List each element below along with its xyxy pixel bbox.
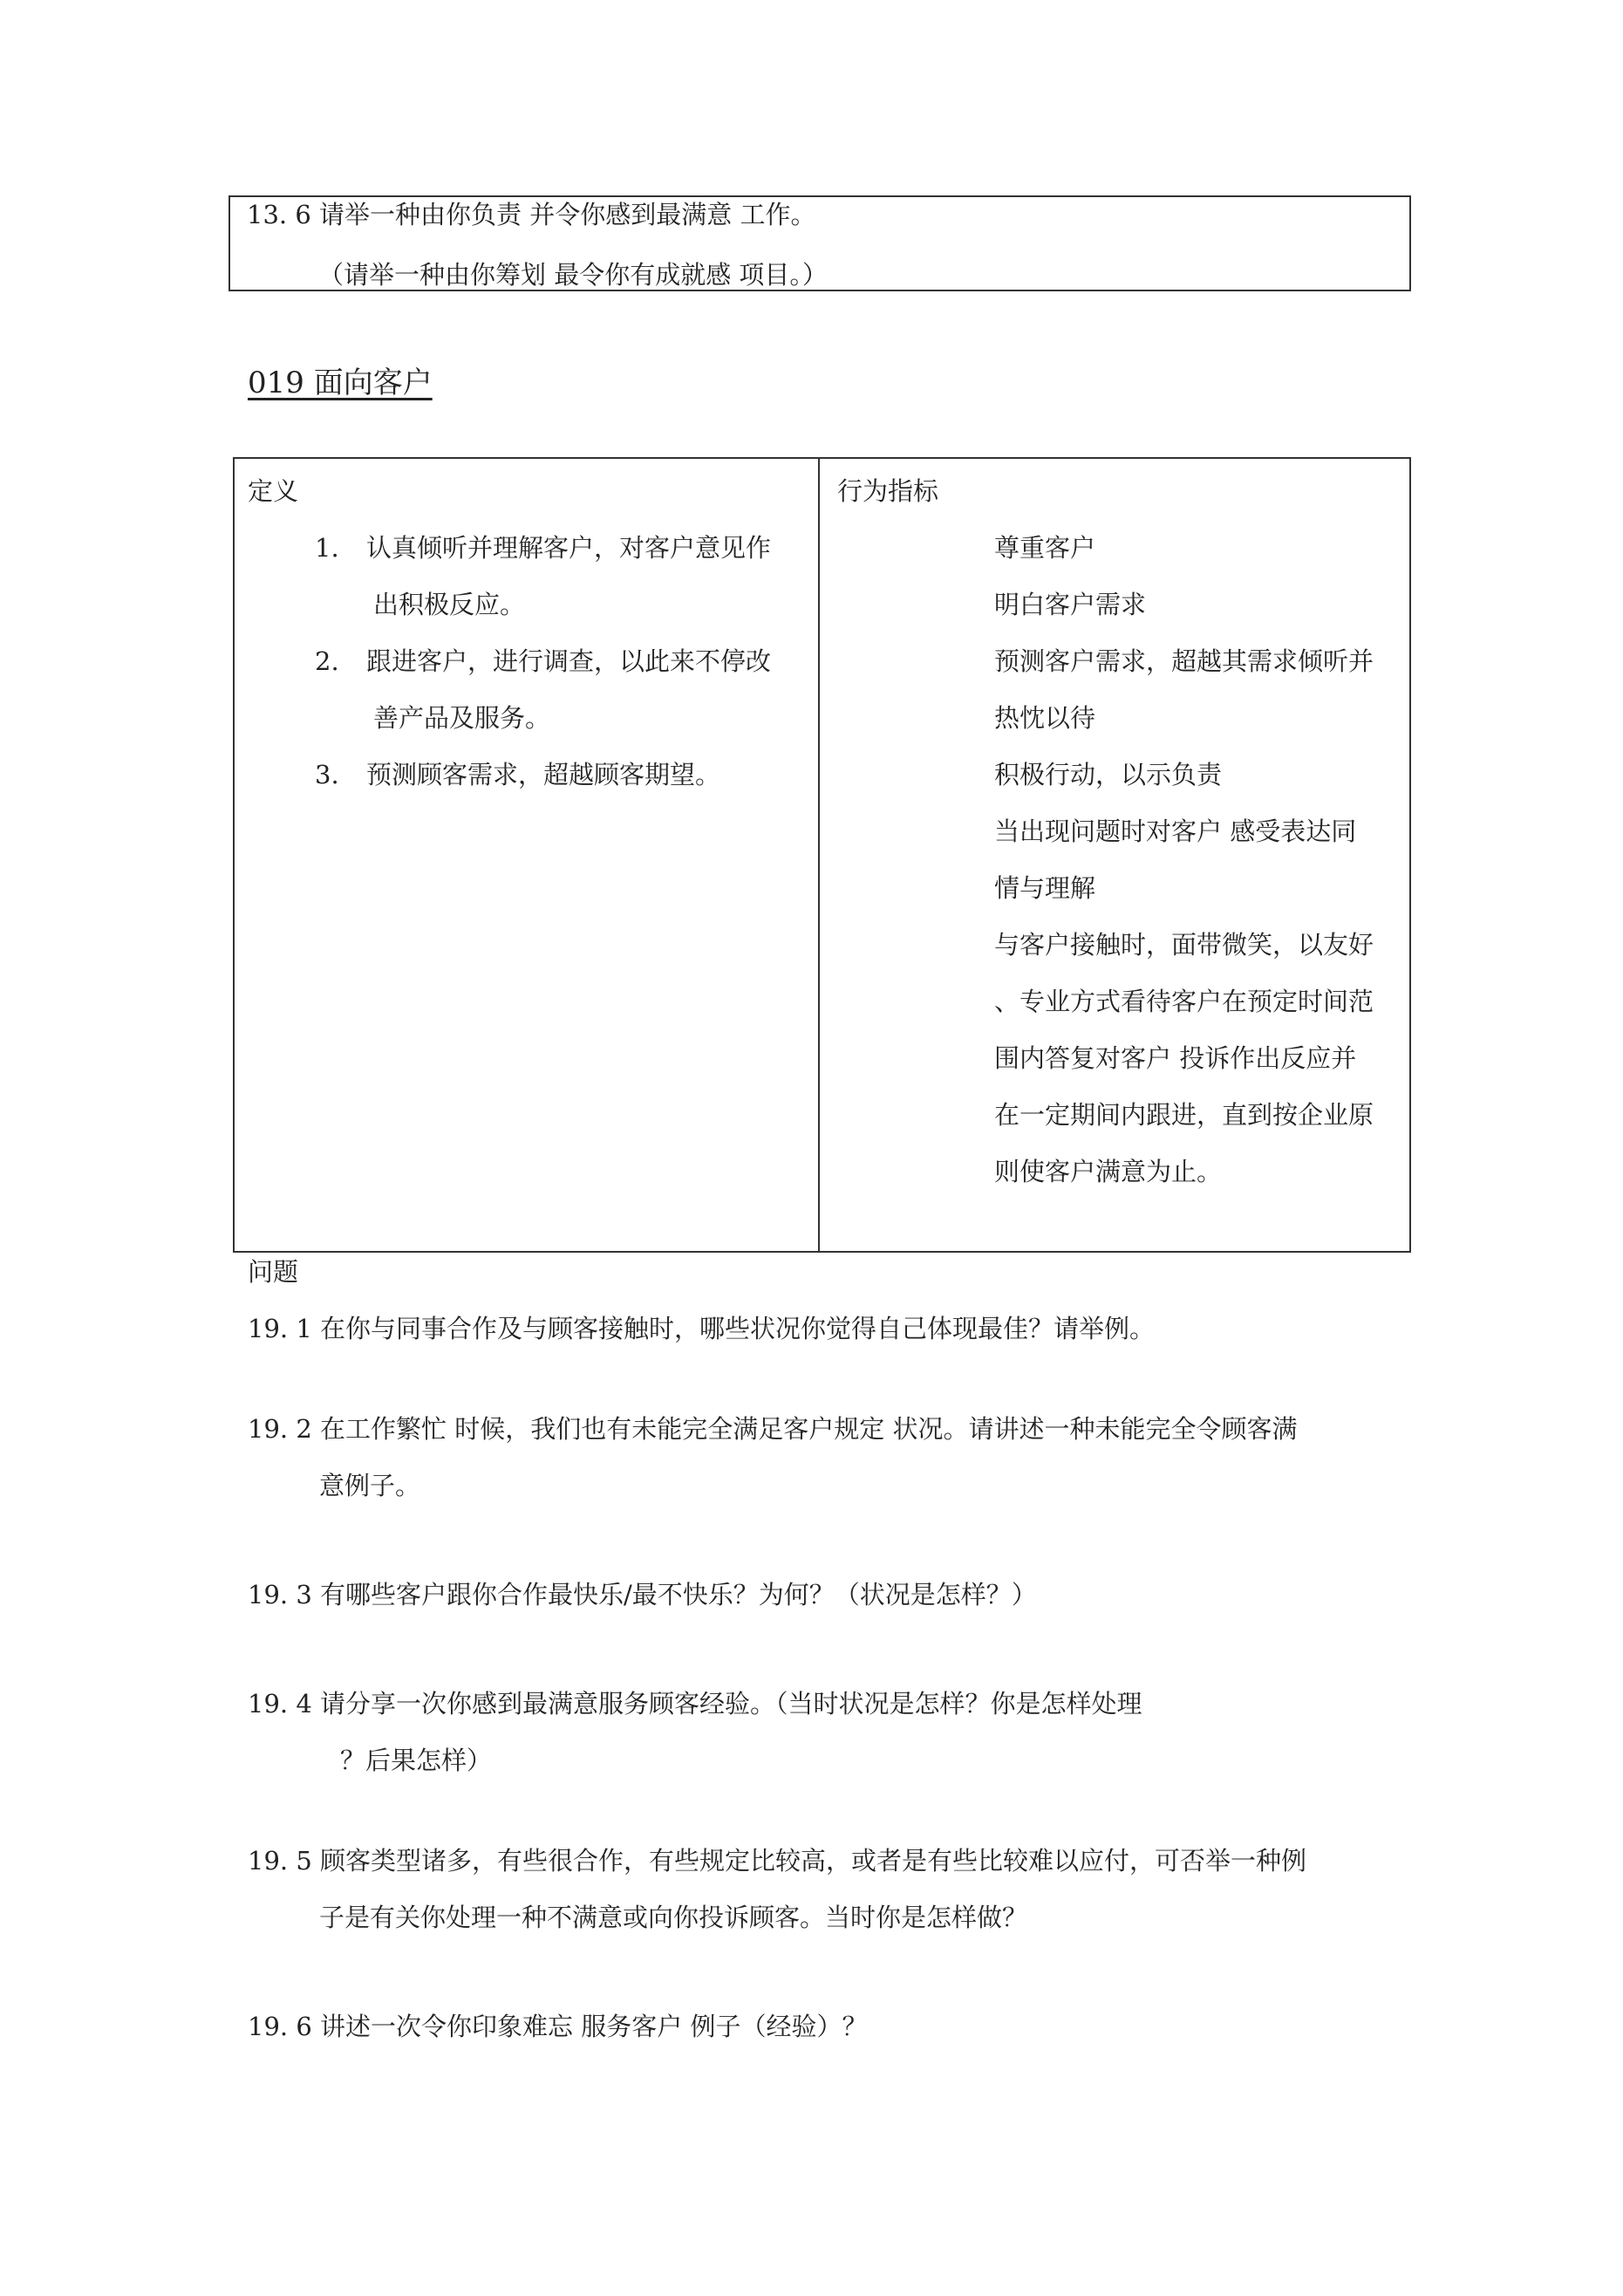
question-13-6-line2: （请举一种由你筹划 最令你有成就感 项目。） <box>318 260 828 290</box>
indicator-line: 预测客户需求，超越其需求倾听并 <box>994 646 1374 676</box>
indicator-header: 行为指标 <box>837 476 939 506</box>
definition-item-2-line2: 善产品及服务。 <box>373 703 551 733</box>
definition-item-2-line1: 跟进客户，进行调查，以此来不停改 <box>366 646 772 676</box>
question-19-5-line1: 19. 5 顾客类型诸多，有些很合作，有些规定比较高，或者是有些比较难以应付，可否举一种例 <box>248 1846 1307 1876</box>
indicator-line: 与客户接触时，面带微笑，以友好 <box>994 930 1374 960</box>
definition-indicator-table <box>233 457 1411 1253</box>
question-19-2-line1: 19. 2 在工作繁忙 时候，我们也有未能完全满足客户规定 状况。请讲述一种未能完全令顾客满 <box>248 1414 1298 1444</box>
definition-item-2-number: 2. <box>315 646 339 676</box>
indicator-line: 、专业方式看待客户在预定时间范 <box>994 987 1374 1016</box>
question-19-5-line2: 子是有关你处理一种不满意或向你投诉顾客。当时你是怎样做？ <box>319 1903 1028 1932</box>
indicator-line: 围内答复对客户 投诉作出反应并 <box>994 1043 1357 1073</box>
indicator-line: 积极行动，以示负责 <box>994 760 1223 789</box>
question-13-6-line1: 13. 6 请举一种由你负责 并令你感到最满意 工作。 <box>247 200 816 229</box>
questions-label: 问题 <box>248 1257 299 1287</box>
section-title: 019 面向客户 <box>248 366 433 400</box>
question-19-4-line2: ？后果怎样） <box>340 1746 493 1775</box>
indicator-line: 尊重客户 <box>994 533 1096 563</box>
definition-item-1-line2: 出积极反应。 <box>373 590 526 619</box>
indicator-line: 则使客户满意为止。 <box>994 1157 1223 1186</box>
definition-item-1-line1: 认真倾听并理解客户，对客户意见作 <box>366 533 772 563</box>
indicator-line: 当出现问题时对客户 感受表达同 <box>994 817 1357 846</box>
table-column-divider <box>818 457 820 1253</box>
definition-item-1-number: 1. <box>315 533 339 563</box>
definition-item-3-line1: 预测顾客需求，超越顾客期望。 <box>366 760 721 789</box>
question-19-3: 19. 3 有哪些客户跟你合作最快乐/最不快乐？为何？（状况是怎样？） <box>248 1580 1037 1609</box>
indicator-line: 在一定期间内跟进，直到按企业原 <box>994 1100 1374 1130</box>
definition-item-3-number: 3. <box>315 760 339 789</box>
question-19-2-line2: 意例子。 <box>319 1471 421 1500</box>
indicator-line: 情与理解 <box>994 873 1096 903</box>
question-19-1: 19. 1 在你与同事合作及与顾客接触时，哪些状况你觉得自己体现最佳？请举例。 <box>248 1314 1156 1343</box>
indicator-line: 热忱以待 <box>994 703 1096 733</box>
question-19-6: 19. 6 讲述一次令你印象难忘 服务客户 例子（经验）？ <box>248 2012 868 2041</box>
question-19-4-line1: 19. 4 请分享一次你感到最满意服务顾客经验。（当时状况是怎样？你是怎样处理 <box>248 1689 1142 1719</box>
indicator-line: 明白客户需求 <box>994 590 1147 619</box>
definition-header: 定义 <box>248 476 299 506</box>
